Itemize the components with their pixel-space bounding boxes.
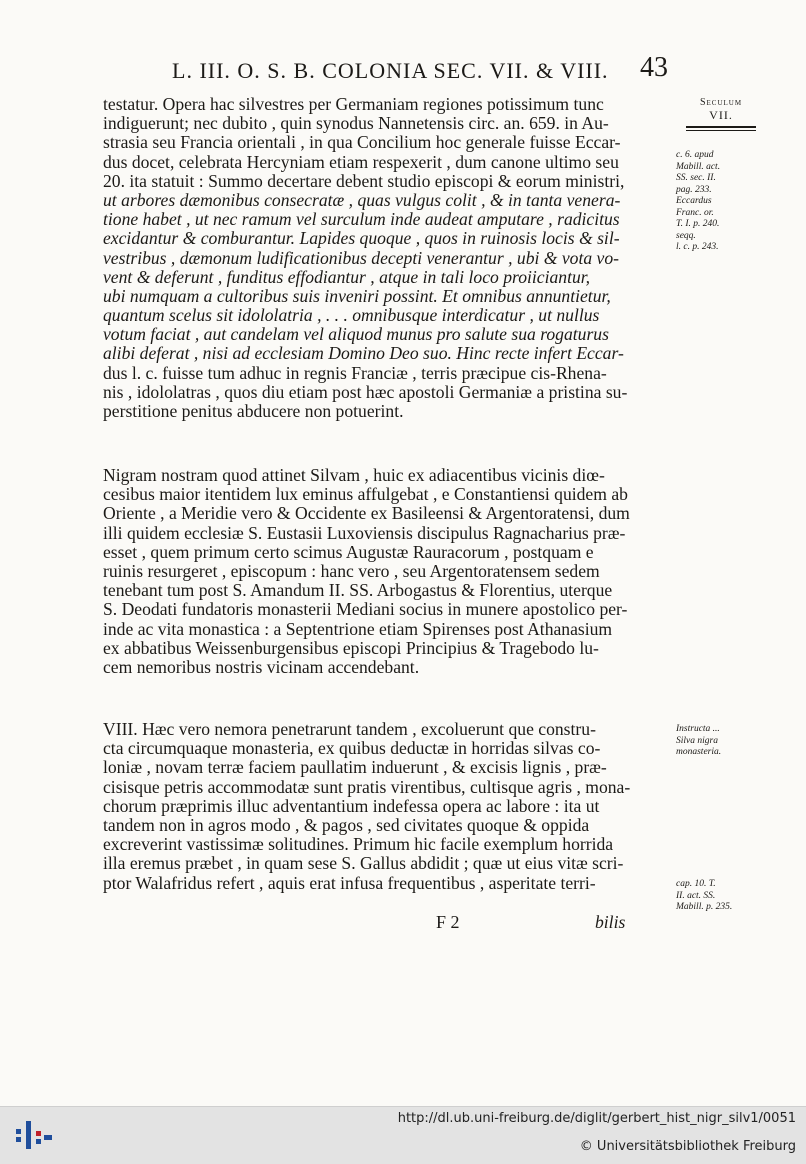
text-line: cta circumquaque monasteria, ex quibus deductæ in horridas silvas co-	[103, 739, 601, 759]
text-line: Nigram nostram quod attinet Silvam , huic ex adiacentibus vicinis diœ-	[103, 466, 605, 485]
text-line: excreverint vastissimæ solitudines. Primum hic facile exemplum horrida	[103, 835, 614, 855]
paragraph-3-section-viii	[103, 720, 668, 893]
ub-freiburg-logo-icon	[14, 1115, 54, 1155]
text-line: loniæ , novam terræ faciem paullatim induerunt , & excisis lignis , præ-	[103, 758, 607, 778]
margin-note-walafridus	[676, 879, 758, 914]
text-line: dus l. c. fuisse tum adhuc in regnis Franciæ , terris præcipue cis-Rhena-	[103, 363, 607, 383]
text-line: testatur. Opera hac silvestres per Germaniam regiones potissimum tunc	[103, 95, 604, 114]
text-line: vestribus , dæmonum ludificationibus decepti venerantur , ubi & vota vo-	[103, 248, 620, 268]
paragraph-1	[103, 95, 668, 421]
text-line: S. Deodati fundatoris monasterii Mediani socius in munere apostolico per-	[103, 600, 628, 620]
margin-note-line: Instructa ...	[676, 724, 720, 734]
margin-note-line: Silva nigra	[676, 735, 718, 746]
page-number: 43	[640, 52, 668, 83]
text-line: VIII. Hæc vero nemora penetrarunt tandem , excoluerunt que constru-	[103, 720, 596, 739]
text-line: excidantur & comburantur. Lapides quoque , quos in ruinosis locis & sil-	[103, 229, 620, 249]
text-line: chorum præprimis illuc adventantium indefessa opera ac labore : ita ut	[103, 796, 600, 816]
text-line: inde ac vita monastica : a Septentrione etiam Spirenses post Athanasium	[103, 619, 613, 639]
text-line: indiguerunt; nec dubito , quin synodus Nannetensis circ. an. 659. in Au-	[103, 114, 609, 134]
margin-note-line: Mabill. p. 235.	[676, 902, 733, 912]
text-line: tione habet , ut nec ramum vel surculum inde audeat amputare , radicitus	[103, 210, 620, 230]
margin-note-references	[676, 150, 758, 254]
text-line: ut arbores dæmonibus consecratæ , quas vulgus colit , & in tanta venera-	[103, 190, 621, 210]
text-line: perstitione penitus abducere non potuerint.	[103, 402, 404, 421]
text-line: ptor Walafridus refert , aquis erat infusa frequentibus , asperitate terri-	[103, 873, 596, 893]
margin-note-line: T. I. p. 240.	[676, 219, 720, 229]
text-line: nis , idololatras , quos diu etiam post hæc apostoli Germaniæ a pristina su-	[103, 382, 628, 402]
catchword: bilis	[595, 912, 626, 932]
margin-note-line: Eccardus	[676, 196, 712, 206]
running-title: L. III. O. S. B. COLONIA SEC. VII. & VIII.	[172, 58, 609, 83]
seculum-number: VII.	[709, 108, 733, 122]
margin-note-line: II. act. SS.	[676, 890, 716, 901]
seculum-heading	[686, 97, 756, 131]
text-line: 20. ita statuit : Summo decertare debent studio episcopi & eorum ministri,	[103, 171, 625, 191]
margin-note-line: pag. 233.	[676, 184, 712, 195]
copyright-notice: © Universitätsbibliothek Freiburg	[579, 1139, 796, 1154]
text-line: esset , quem primum certo scimus Augustæ Rauracorum , postquam e	[103, 542, 594, 562]
text-line: ex abbatibus Weissenburgensibus episcopi Principius & Tragebodo lu-	[103, 638, 599, 658]
text-line: ruinis resurgeret , episcopum : hanc vero , seu Argentoratensem sedem	[103, 561, 600, 581]
seculum-label: Seculum	[699, 97, 743, 108]
text-line: quantum scelus sit idololatria , . . . omnibusque interdicatur , ut nullus	[103, 306, 600, 326]
margin-note-line: cap. 10. T.	[676, 879, 716, 889]
text-line: tandem non in agros modo , & pagos , sed civitates quoque & oppida	[103, 815, 590, 835]
margin-note-line: c. 6. apud	[676, 150, 714, 160]
signature-mark: F 2	[436, 912, 460, 932]
text-line: cem nemoribus nostris vicinam accendebant.	[103, 657, 420, 677]
text-line: ubi numquam a cultoribus suis inveniri possint. Et omnibus annuntietur,	[103, 286, 611, 306]
text-line: dus docet, celebrata Hercyniam etiam respexerit , dum canone ultimo seu	[103, 152, 619, 172]
margin-note-line: Mabill. act.	[676, 161, 721, 172]
text-line: illi quidem ecclesiæ S. Eustasii Luxoviensis discipulus Ragnacharius præ-	[103, 523, 626, 543]
text-line: votum faciat , aut candelam vel aliquod munus pro salute sua rogaturus	[103, 325, 609, 345]
seculum-rule	[686, 126, 756, 128]
margin-note-instructa	[676, 724, 758, 759]
margin-note-line: SS. sec. II.	[676, 173, 716, 183]
seculum-rule-thin	[686, 130, 756, 131]
margin-note-line: Franc. or.	[676, 207, 714, 218]
text-line: illa eremus præbet , in quam sese S. Gallus abdidit ; quæ ut eius vitæ scri-	[103, 854, 624, 874]
margin-note-line: seqq.	[676, 230, 696, 241]
margin-note-line: monasteria.	[676, 747, 722, 757]
text-line: Oriente , a Meridie vero & Occidente ex Basileensi & Argentoratensi, dum	[103, 504, 630, 524]
viewer-footer-bar	[0, 1106, 806, 1164]
text-line: cisisque petris accommodatæ sunt pratis virentibus, cultisque agris , mona-	[103, 777, 631, 797]
text-line: vent & deferunt , funditus effodiantur , atque in tali loco proiiciantur,	[103, 267, 591, 287]
text-line: alibi deferat , nisi ad ecclesiam Domino Deo suo. Hinc recte infert Eccar-	[103, 344, 624, 364]
text-line: tenebant tum post S. Amandum II. SS. Arbogastus & Florentius, uterque	[103, 581, 613, 601]
text-line: cesibus maior itentidem lux eminus affulgebat , e Constantiensi quidem ab	[103, 485, 628, 505]
permalink-url[interactable]: http://dl.ub.uni-freiburg.de/diglit/gerbert_hist_nigr_silv1/0051	[397, 1111, 796, 1126]
margin-note-line: l. c. p. 243.	[676, 242, 719, 252]
text-line: strasia seu Francia orientali , in qua Concilium hoc generale fuisse Eccar-	[103, 133, 621, 153]
paragraph-2	[103, 466, 668, 677]
